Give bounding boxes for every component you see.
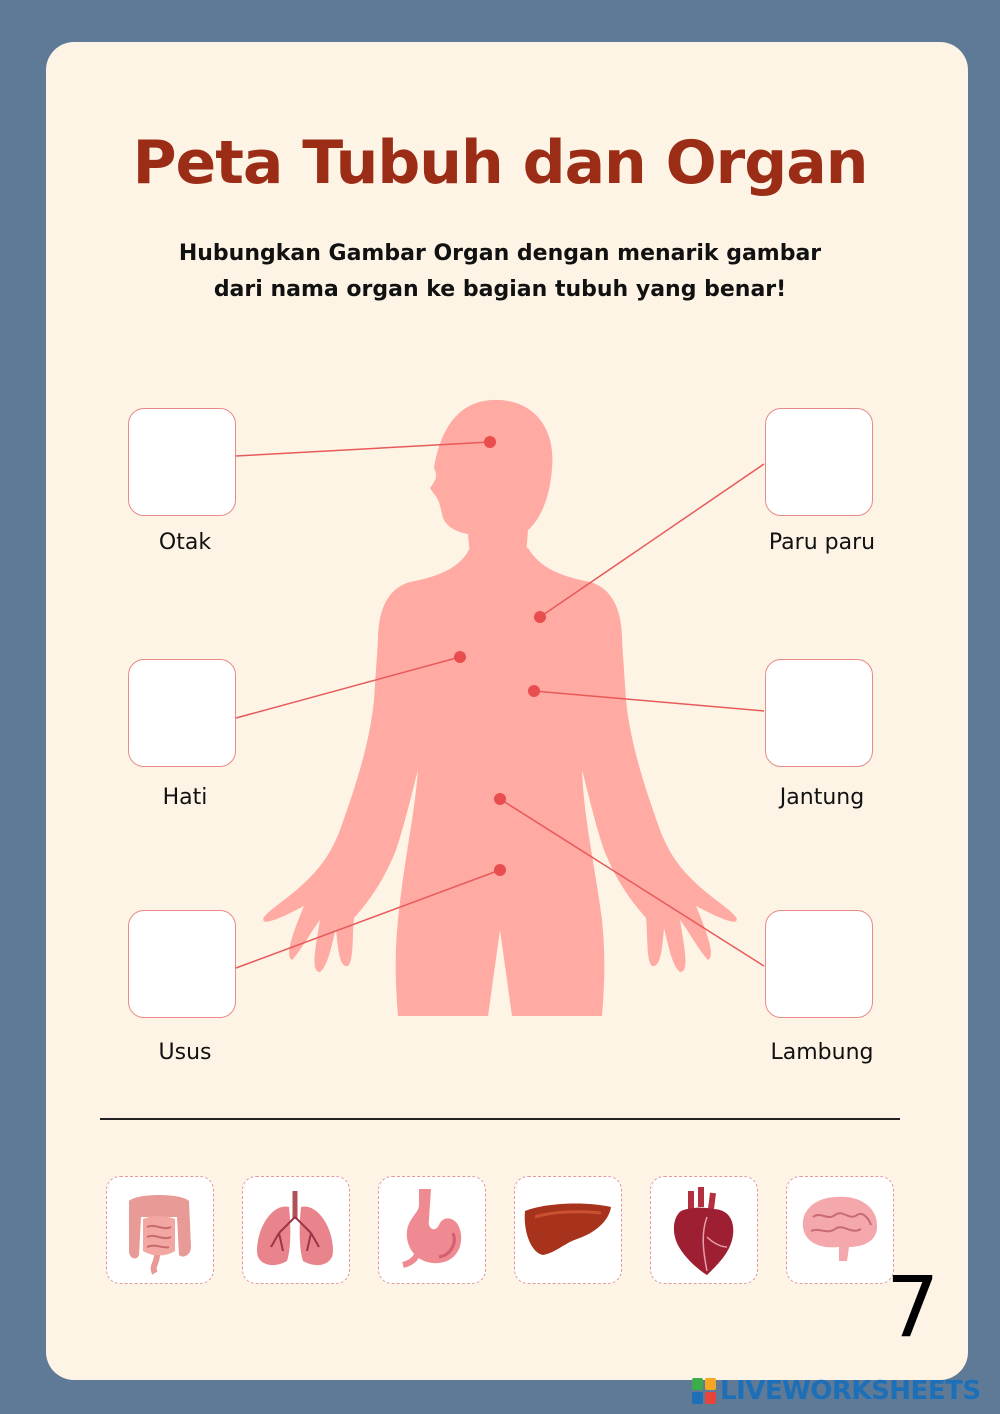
tile-stomach[interactable] (378, 1176, 486, 1284)
label-hati: Hati (162, 785, 208, 810)
tile-heart[interactable] (650, 1176, 758, 1284)
point-hati (454, 651, 466, 663)
line-paru (540, 464, 764, 617)
label-otak: Otak (158, 530, 212, 555)
point-lambung (494, 793, 506, 805)
page-number: 7 (886, 1258, 940, 1356)
lungs-icon (243, 1177, 347, 1281)
tile-brain[interactable] (786, 1176, 894, 1284)
instructions-line-2: dari nama organ ke bagian tubuh yang benar! (213, 277, 787, 302)
human-silhouette (263, 400, 737, 1016)
drop-box-paru[interactable] (765, 408, 873, 516)
point-usus (494, 864, 506, 876)
divider (100, 1118, 900, 1120)
label-jantung: Jantung (779, 785, 865, 810)
liveworksheets-logo-icon (692, 1378, 716, 1404)
brain-icon (787, 1177, 891, 1281)
label-usus: Usus (158, 1040, 212, 1065)
point-otak (484, 436, 496, 448)
drop-box-usus[interactable] (128, 910, 236, 1018)
heart-icon (651, 1177, 755, 1281)
label-lambung: Lambung (770, 1040, 874, 1065)
drop-box-otak[interactable] (128, 408, 236, 516)
point-jantung (528, 685, 540, 697)
drop-box-hati[interactable] (128, 659, 236, 767)
instructions-line-1: Hubungkan Gambar Organ dengan menarik gambar (178, 241, 822, 266)
brand-name: LIVEWORKSHEETS (720, 1376, 981, 1406)
page-title: Peta Tubuh dan Organ (132, 128, 868, 198)
drop-box-jantung[interactable] (765, 659, 873, 767)
stomach-icon (379, 1177, 483, 1281)
point-paru (534, 611, 546, 623)
tile-liver[interactable] (514, 1176, 622, 1284)
intestine-icon (107, 1177, 211, 1281)
tile-intestine[interactable] (106, 1176, 214, 1284)
liver-icon (515, 1177, 619, 1281)
tile-lungs[interactable] (242, 1176, 350, 1284)
label-paru: Paru paru (768, 530, 876, 555)
drop-box-lambung[interactable] (765, 910, 873, 1018)
liveworksheets-brand[interactable] (692, 1374, 981, 1408)
